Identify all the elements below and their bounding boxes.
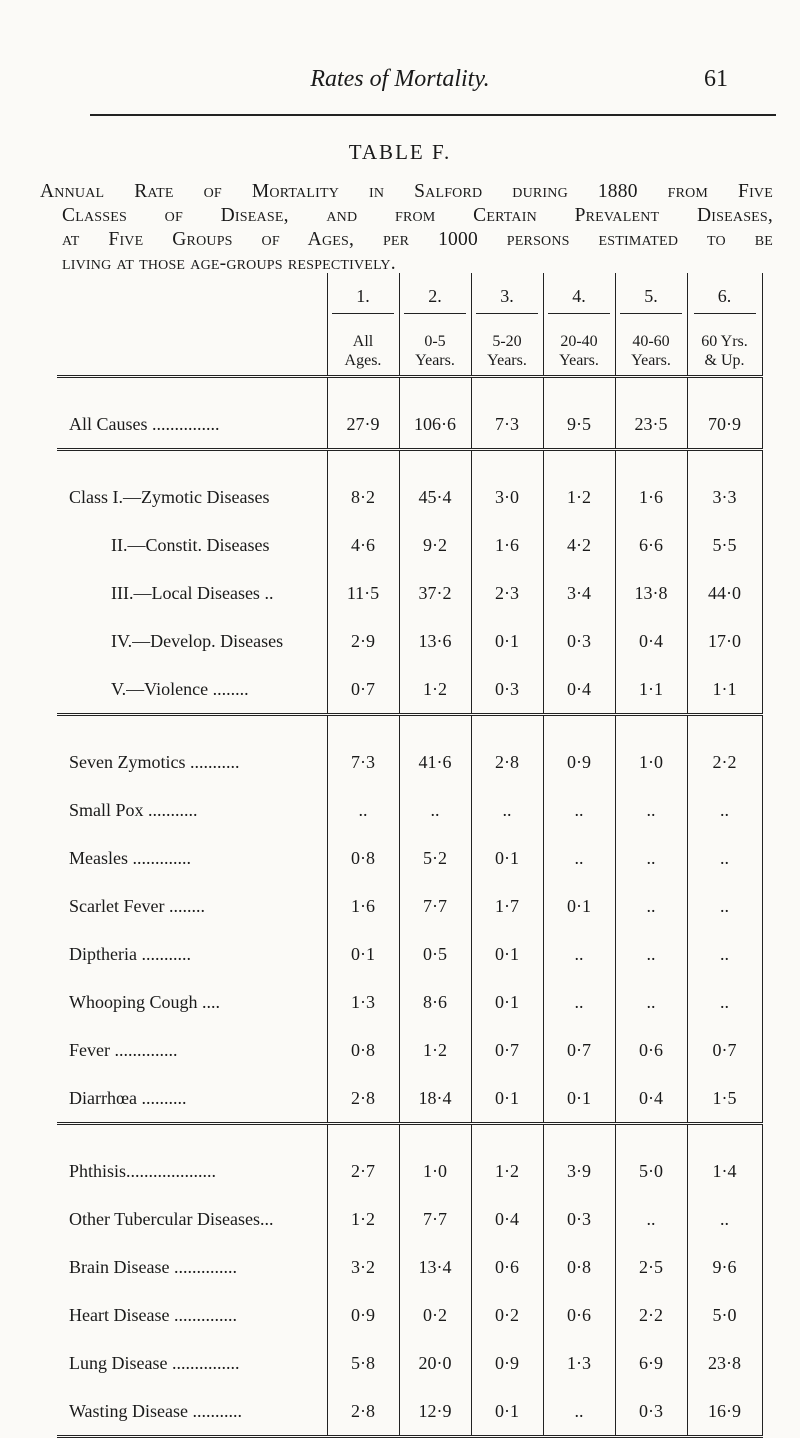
corner-cell [57, 273, 327, 327]
rate-cell: 5·2 [399, 834, 471, 882]
row-label: Brain Disease .............. [69, 1256, 237, 1277]
rate-cell: 6·6 [615, 521, 687, 569]
rate-cell: 0·1 [471, 1074, 543, 1124]
rate-cell: 0·1 [471, 978, 543, 1026]
row-label: Other Tubercular Diseases... [69, 1208, 274, 1229]
rate-cell: .. [687, 930, 762, 978]
rate-cell: 0·8 [543, 1243, 615, 1291]
column-age-header: 40-60 Years. [615, 327, 687, 377]
row-label: Small Pox ........... [69, 799, 198, 820]
table-row [57, 521, 762, 569]
rate-cell: 9·6 [687, 1243, 762, 1291]
rate-cell: 1·5 [687, 1074, 762, 1124]
table-row [57, 569, 762, 617]
rate-cell: .. [687, 786, 762, 834]
corner-cell [57, 327, 327, 377]
rate-cell: 1·7 [471, 882, 543, 930]
rate-cell: 0·7 [471, 1026, 543, 1074]
rate-cell: 1·2 [471, 1147, 543, 1195]
rate-cell: .. [471, 786, 543, 834]
rate-cell: 0·1 [543, 1074, 615, 1124]
rate-cell: 37·2 [399, 569, 471, 617]
rate-cell: 20·0 [399, 1339, 471, 1387]
table-row [57, 738, 762, 786]
column-age-row [57, 327, 762, 377]
rate-cell: .. [687, 978, 762, 1026]
rate-cell: 5·0 [687, 1291, 762, 1339]
row-label: Fever .............. [69, 1039, 178, 1060]
rate-cell: 23·8 [687, 1339, 762, 1387]
rate-cell: 2·8 [327, 1387, 399, 1437]
rate-cell: 2·8 [471, 738, 543, 786]
rate-cell: .. [615, 834, 687, 882]
column-number-row [57, 273, 762, 327]
rate-cell: 2·8 [327, 1074, 399, 1124]
table-row [57, 1339, 762, 1387]
column-number: 5. [615, 273, 687, 327]
rate-cell: 3·2 [327, 1243, 399, 1291]
row-label: Whooping Cough .... [69, 991, 220, 1012]
table-row [57, 400, 762, 450]
column-number: 4. [543, 273, 615, 327]
table-row [57, 1291, 762, 1339]
row-label: Wasting Disease ........... [69, 1400, 243, 1421]
rate-cell: 3·9 [543, 1147, 615, 1195]
rate-cell: 45·4 [399, 473, 471, 521]
caption-line: Annual Rate of Mortality in Salford during 1880 from Five [40, 181, 773, 202]
row-label: IV.—Develop. Diseases [111, 630, 284, 651]
rate-cell: 0·1 [471, 930, 543, 978]
group-spacer [57, 1124, 762, 1148]
table-row [57, 1026, 762, 1074]
table-row [57, 1147, 762, 1195]
column-age-header: 5-20 Years. [471, 327, 543, 377]
rate-cell: 17·0 [687, 617, 762, 665]
rate-cell: 0·4 [471, 1195, 543, 1243]
rate-cell: 0·1 [327, 930, 399, 978]
row-label: Phthisis.................... [69, 1160, 217, 1181]
rate-cell: 27·9 [327, 400, 399, 450]
rate-cell: 1·1 [687, 665, 762, 715]
rate-cell: 4·2 [543, 521, 615, 569]
column-number: 1. [327, 273, 399, 327]
column-age-header: All Ages. [327, 327, 399, 377]
column-age-header: 0-5 Years. [399, 327, 471, 377]
column-age-header: 20-40 Years. [543, 327, 615, 377]
row-label: II.—Constit. Diseases [111, 534, 270, 555]
rate-cell: 0·7 [687, 1026, 762, 1074]
rate-cell: 1·6 [327, 882, 399, 930]
rate-cell: 3·4 [543, 569, 615, 617]
rate-cell: .. [687, 834, 762, 882]
caption-line: living at those age-groups respectively. [62, 253, 396, 274]
rate-cell: .. [615, 786, 687, 834]
rate-cell: 13·6 [399, 617, 471, 665]
rate-cell: 1·2 [543, 473, 615, 521]
mortality-table [57, 273, 763, 1438]
table-row [57, 1074, 762, 1124]
rate-cell: 0·8 [327, 834, 399, 882]
rate-cell: .. [543, 786, 615, 834]
rate-cell: 41·6 [399, 738, 471, 786]
rate-cell: 11·5 [327, 569, 399, 617]
rate-cell: 0·9 [471, 1339, 543, 1387]
header-rule [90, 114, 776, 116]
row-label: Measles ............. [69, 847, 191, 868]
rate-cell: 0·7 [543, 1026, 615, 1074]
rate-cell: 2·9 [327, 617, 399, 665]
rate-cell: 0·2 [399, 1291, 471, 1339]
rate-cell: 0·6 [615, 1026, 687, 1074]
group-spacer [57, 450, 762, 474]
rate-cell: .. [615, 930, 687, 978]
rate-cell: 0·3 [543, 617, 615, 665]
column-number: 3. [471, 273, 543, 327]
rate-cell: .. [543, 930, 615, 978]
table-row [57, 786, 762, 834]
rate-cell: 0·1 [543, 882, 615, 930]
rate-cell: 13·4 [399, 1243, 471, 1291]
row-label: Lung Disease ............... [69, 1352, 240, 1373]
column-number: 6. [687, 273, 762, 327]
rate-cell: 0·4 [615, 1074, 687, 1124]
rate-cell: 5·0 [615, 1147, 687, 1195]
rate-cell: 1·0 [399, 1147, 471, 1195]
caption-line: at Five Groups of Ages, per 1000 persons estimated to be [62, 229, 773, 250]
rate-cell: 0·8 [327, 1026, 399, 1074]
rate-cell: 0·6 [471, 1243, 543, 1291]
rate-cell: 1·6 [615, 473, 687, 521]
rate-cell: 6·9 [615, 1339, 687, 1387]
table-row [57, 882, 762, 930]
row-label: Diarrhœa .......... [69, 1087, 187, 1108]
rate-cell: 1·4 [687, 1147, 762, 1195]
group-spacer [57, 377, 762, 401]
row-label: V.—Violence ........ [111, 678, 249, 699]
rate-cell: 0·7 [327, 665, 399, 715]
rate-cell: 13·8 [615, 569, 687, 617]
row-label: Diptheria ........... [69, 943, 191, 964]
rate-cell: 12·9 [399, 1387, 471, 1437]
rate-cell: .. [615, 882, 687, 930]
rate-cell: 0·1 [471, 617, 543, 665]
rate-cell: .. [543, 978, 615, 1026]
rate-cell: 0·1 [471, 1387, 543, 1437]
rate-cell: 1·3 [543, 1339, 615, 1387]
group-spacer [57, 715, 762, 739]
table-row [57, 1243, 762, 1291]
row-label: Scarlet Fever ........ [69, 895, 205, 916]
rate-cell: .. [615, 978, 687, 1026]
rate-cell: 106·6 [399, 400, 471, 450]
rate-cell: 4·6 [327, 521, 399, 569]
rate-cell: 2·3 [471, 569, 543, 617]
rate-cell: .. [327, 786, 399, 834]
rate-cell: 16·9 [687, 1387, 762, 1437]
rate-cell: 7·3 [471, 400, 543, 450]
rate-cell: 1·2 [327, 1195, 399, 1243]
column-age-header: 60 Yrs. & Up. [687, 327, 762, 377]
rate-cell: .. [543, 1387, 615, 1437]
rate-cell: 1·2 [399, 665, 471, 715]
rate-cell: 0·4 [615, 617, 687, 665]
rate-cell: 7·3 [327, 738, 399, 786]
rate-cell: 3·3 [687, 473, 762, 521]
rate-cell: 2·7 [327, 1147, 399, 1195]
rate-cell: 2·2 [687, 738, 762, 786]
rate-cell: 1·2 [399, 1026, 471, 1074]
rate-cell: .. [687, 1195, 762, 1243]
row-label: III.—Local Diseases .. [111, 582, 274, 603]
row-label: Heart Disease .............. [69, 1304, 237, 1325]
rate-cell: 9·5 [543, 400, 615, 450]
row-label: Class I.—Zymotic Diseases [69, 486, 270, 507]
rate-cell: 23·5 [615, 400, 687, 450]
rate-cell: 3·0 [471, 473, 543, 521]
rate-cell: 1·1 [615, 665, 687, 715]
rate-cell: 2·5 [615, 1243, 687, 1291]
rate-cell: 0·3 [543, 1195, 615, 1243]
running-head [0, 66, 800, 106]
column-number: 2. [399, 273, 471, 327]
table-row [57, 930, 762, 978]
rate-cell: 9·2 [399, 521, 471, 569]
rate-cell: 5·5 [687, 521, 762, 569]
rate-cell: 70·9 [687, 400, 762, 450]
rate-cell: 18·4 [399, 1074, 471, 1124]
running-title: Rates of Mortality. [310, 66, 490, 92]
rate-cell: .. [615, 1195, 687, 1243]
row-label: All Causes ............... [69, 413, 220, 434]
rate-cell: 5·8 [327, 1339, 399, 1387]
rate-cell: 0·9 [543, 738, 615, 786]
table-row [57, 978, 762, 1026]
rate-cell: .. [687, 882, 762, 930]
rate-cell: 0·5 [399, 930, 471, 978]
table-row [57, 834, 762, 882]
rate-cell: 8·6 [399, 978, 471, 1026]
table-caption [40, 180, 773, 276]
table-row [57, 473, 762, 521]
rate-cell: 0·2 [471, 1291, 543, 1339]
table-row [57, 617, 762, 665]
rate-cell: 2·2 [615, 1291, 687, 1339]
rate-cell: .. [399, 786, 471, 834]
caption-line: Classes of Disease, and from Certain Prevalent Diseases, [62, 205, 773, 226]
rate-cell: 7·7 [399, 1195, 471, 1243]
rate-cell: 0·6 [543, 1291, 615, 1339]
table-title: TABLE F. [348, 140, 452, 164]
rate-cell: .. [543, 834, 615, 882]
rate-cell: 0·3 [615, 1387, 687, 1437]
rate-cell: 7·7 [399, 882, 471, 930]
table-row [57, 1195, 762, 1243]
rate-cell: 8·2 [327, 473, 399, 521]
rate-cell: 0·3 [471, 665, 543, 715]
rate-cell: 44·0 [687, 569, 762, 617]
table-row [57, 665, 762, 715]
rate-cell: 0·4 [543, 665, 615, 715]
page-number: 61 [704, 66, 728, 92]
rate-cell: 1·6 [471, 521, 543, 569]
rate-cell: 1·0 [615, 738, 687, 786]
rate-cell: 0·9 [327, 1291, 399, 1339]
rate-cell: 0·1 [471, 834, 543, 882]
rate-cell: 1·3 [327, 978, 399, 1026]
table-row [57, 1387, 762, 1437]
row-label: Seven Zymotics ........... [69, 751, 240, 772]
